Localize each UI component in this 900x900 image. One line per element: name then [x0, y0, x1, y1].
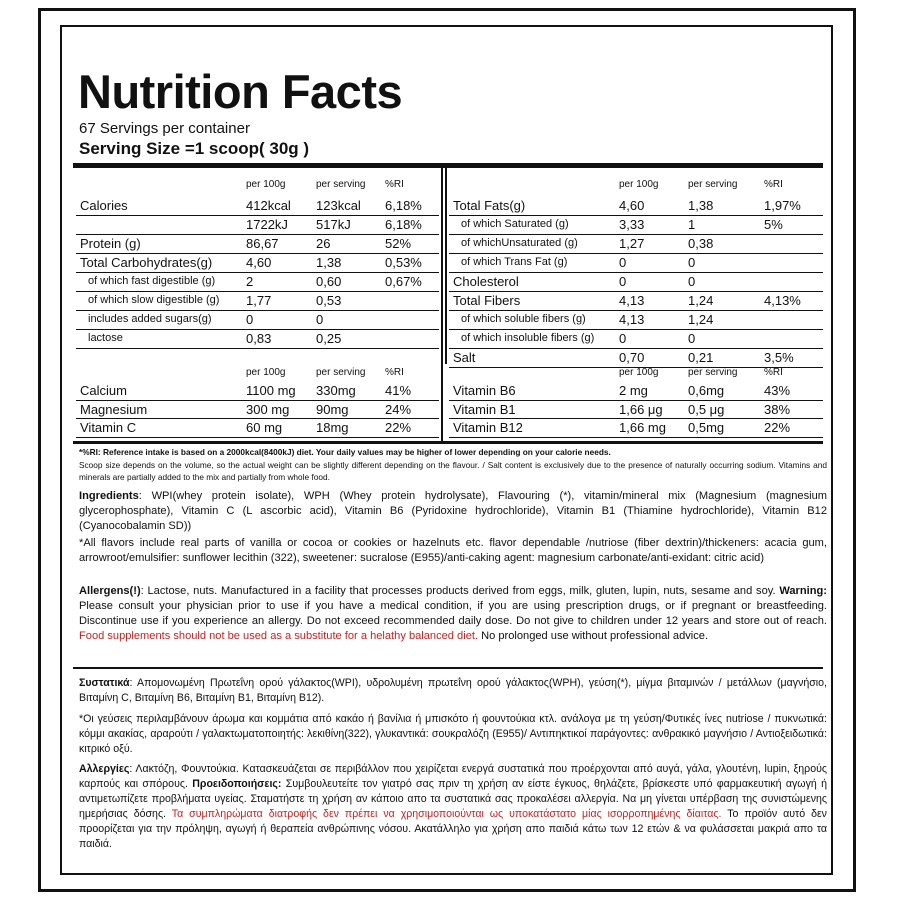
mineral-left-header-2: per serving	[316, 367, 366, 378]
macro-right-row-label: of which insoluble fibers (g)	[461, 332, 595, 344]
macro-left-row-label: Calories	[80, 198, 128, 213]
mineral-right-header-1: per 100g	[619, 367, 659, 378]
mineral-column-divider	[441, 364, 443, 441]
mineral-left-row-ri: 22%	[385, 420, 412, 435]
macro-right-row-ri: 1,97%	[764, 198, 801, 213]
macro-left-row-ri: 0,53%	[385, 255, 422, 270]
mineral-left-row-per-serving: 330mg	[316, 383, 356, 398]
macro-right-row-separator	[449, 310, 823, 311]
macro-right-row-label: of which Trans Fat (g)	[461, 256, 568, 268]
macro-right-row-per100: 4,13	[619, 312, 645, 327]
mineral-right-row-label: Vitamin B12	[453, 420, 523, 435]
language-divider-rule	[73, 667, 823, 669]
scoop-footnote: Scoop size depends on the volume, so the actual weight can be slightly different depending on the flavour. / Salt content is exclusively due to the presence of naturally occurring sodium. Vitamins and minerals are partially added to the mix and partially from whole food.	[79, 460, 827, 482]
mineral-left-row-ri: 24%	[385, 401, 412, 417]
macro-column-divider	[441, 168, 443, 364]
mineral-right-row-per-serving: 0,6mg	[688, 383, 725, 398]
macro-left-row-per100: 2	[246, 274, 254, 289]
macro-right-row-label: of whichUnsaturated (g)	[461, 237, 578, 249]
macro-left-row-separator	[76, 272, 439, 273]
mineral-right-row-per100: 1,66 μg	[619, 401, 663, 417]
mineral-left-row-label: Vitamin C	[80, 420, 137, 435]
mineral-left-row-per-serving: 18mg	[316, 420, 349, 435]
macro-right-row-label: Total Fats(g)	[453, 198, 526, 213]
macro-left-row-ri: 6,18%	[385, 198, 422, 213]
serving-size: Serving Size =1 scoop( 30g )	[79, 139, 310, 158]
mineral-right-row-ri: 43%	[764, 383, 791, 398]
macro-right-row-separator	[449, 329, 823, 330]
macro-right-row-per-serving: 0,38	[688, 236, 714, 251]
macro-right-row-separator	[449, 348, 823, 349]
macro-left-row-label: includes added sugars(g)	[88, 313, 212, 325]
macro-left-row-per100: 412kcal	[246, 198, 291, 213]
macro-left-header-1: per 100g	[246, 179, 286, 190]
mineral-left-row-ri: 41%	[385, 383, 412, 398]
nutrition-facts-title: Nutrition Facts	[78, 65, 403, 118]
macro-left-row-per-serving: 517kJ	[316, 217, 351, 232]
header-rule	[73, 163, 823, 168]
macro-right-row-label: Salt	[453, 350, 476, 365]
mineral-right-row-per100: 2 mg	[619, 383, 648, 398]
mineral-right-row-per-serving: 0,5 μg	[688, 401, 725, 417]
mineral-left-row-separator	[76, 400, 439, 401]
macro-left-row-per100: 4,60	[246, 255, 272, 270]
macro-right-row-label: of which Saturated (g)	[461, 218, 569, 230]
macro-left-row-ri: 52%	[385, 236, 412, 251]
macro-right-row-ri: 4,13%	[764, 293, 801, 308]
macro-right-row-per-serving: 1,24	[688, 312, 714, 327]
macro-right-row-ri: 5%	[764, 217, 783, 232]
mineral-left-row-label: Magnesium	[80, 401, 148, 417]
macro-right-row-per100: 3,33	[619, 217, 645, 232]
mineral-left-row-per-serving: 90mg	[316, 401, 349, 417]
mineral-left-header-3: %RI	[385, 367, 404, 378]
macro-left-row-separator	[76, 310, 439, 311]
mineral-right-row-separator	[449, 437, 823, 438]
mineral-left-row-per100: 300 mg	[246, 401, 290, 417]
macro-left-row-separator	[76, 234, 439, 235]
allergens-warning-gr: Αλλεργίες: Λακτόζη, Φουντούκια. Κατασκευάζεται σε περιβάλλον που χειρίζεται ενεργά συστατικά που προέρχονται από αυγά, γάλα, γλουτένη, lupin, ξηρούς καρπούς και σπόρους. Προειδοποιήσεις: Συμβουλευτείτε τον γιατρό σας πριν τη χρήση αν είστε έγκυος, θηλάζετε, βρίσκεστε υπό φαρμακευτική αγωγή ή αντιμετωπίζετε προβλήματα υγείας. Σταματήστε τη χρήση αν κάποιο απο τα συστατικά σας προκαλέσει αλλεργία. Να μη γίνεται υπέρβαση της συνιστώμενης ημερήσιας δόσης. Τα συμπληρώματα διατροφής δεν πρέπει να χρησιμοποιούνται ως υποκατάστατο μίας ισορροπημένης δίαιτας. Το προϊόν αυτό δεν προορίζεται για την πρόληψη, αγωγή ή θεραπεία ανθρώπινης νόσου. Ακατάλληλο για χρήση απο παιδιά κάτω των 12 ετών & να φυλάσσεται μακριά απο τα παιδιά.	[79, 763, 827, 850]
mineral-right-row-label: Vitamin B1	[453, 401, 516, 417]
macro-left-row-per-serving: 123kcal	[316, 198, 361, 213]
mineral-right-header-3: %RI	[764, 367, 783, 378]
macro-left-row-per100: 1722kJ	[246, 217, 288, 232]
macro-right-row-per-serving: 0	[688, 274, 696, 289]
mineral-right-row-per-serving: 0,5mg	[688, 420, 725, 435]
mineral-left-row-separator	[76, 437, 439, 438]
mineral-left-row-label: Calcium	[80, 383, 127, 398]
macro-left-row-per100: 0	[246, 312, 254, 327]
macro-right-row-label: of which soluble fibers (g)	[461, 313, 586, 325]
macro-left-row-separator	[76, 348, 439, 349]
mineral-left-row-separator	[76, 418, 439, 419]
macro-left-header-3: %RI	[385, 179, 404, 190]
mineral-left-header-1: per 100g	[246, 367, 286, 378]
macro-column-divider-2	[445, 168, 447, 364]
mineral-right-row-per100: 1,66 mg	[619, 420, 666, 435]
macro-left-row-label: lactose	[88, 332, 123, 344]
macro-left-row-ri: 6,18%	[385, 217, 422, 232]
macro-right-row-separator	[449, 291, 823, 292]
macro-left-row-label: of which fast digestible (g)	[88, 275, 216, 287]
macro-right-row-per-serving: 1	[688, 217, 696, 232]
macro-right-row-separator	[449, 215, 823, 216]
macro-right-row-per100: 4,13	[619, 293, 645, 308]
macro-right-header-1: per 100g	[619, 179, 659, 190]
mineral-left-row-per100: 1100 mg	[246, 383, 296, 398]
macro-left-row-separator	[76, 329, 439, 330]
allergens-warning-en: Allergens(!): Lactose, nuts. Manufactured in a facility that processes products derived from eggs, milk, gluten, lupin, nuts, sesame and soy. Warning: Please consult your physician prior to use if you have a medical condition, if you are using prescription drugs, or if pregnant or breastfeeding. Discontinue use if you experience an allergy. Do not exceed recommended daily dose. Do not give to children under 12 years and store out of reach. Food supplements should not be used as a substitute for a helathy balanced diet. No prolonged use without professional advice.	[79, 585, 827, 642]
macro-right-row-per100: 1,27	[619, 236, 645, 251]
macro-right-row-per-serving: 1,38	[688, 198, 714, 213]
macro-left-row-separator	[76, 253, 439, 254]
macro-left-row-separator	[76, 291, 439, 292]
mineral-right-row-separator	[449, 418, 823, 419]
servings-per-container: 67 Servings per container	[79, 120, 250, 137]
macro-left-row-per100: 1,77	[246, 293, 272, 308]
mineral-right-row-separator	[449, 400, 823, 401]
macro-right-row-per-serving: 0	[688, 255, 696, 270]
ingredients-en: Ingredients: WPI(whey protein isolate), WPH (Whey protein hydrolysate), Flavouring (*), vitamin/mineral mix (Magnesium (magnesium glycerophosphate), Vitamin C (L ascorbic acid), Vitamin B6 (Pyridoxine hydrochloride), Vitamin B1 (Thiamine hydrochloride), Vitamin B12 (Cyanocobalamin SD))	[79, 490, 827, 532]
macro-left-row-per100: 0,83	[246, 331, 272, 346]
flavors-gr: *Οι γεύσεις περιλαμβάνουν άρωμα και κομμάτια από κακάο ή βανίλια ή μπισκότο ή φουντούκια κτλ. ανάλογα με τη γεύση/Φυτικές ίνες nutriose / πυκνωτικά: κόμμι ακακίας, αραρούτι / γαλακτωματοποιητής: λεκιθίνη(322), γλυκαντικά: σουκραλόζη (E955)/ Αντιπηκτικοί παράγοντες: ανθρακικό μαγνήσιο / Αντιοξειδωτικά: κιτρικό οξύ.	[79, 713, 827, 755]
macro-left-row-per-serving: 1,38	[316, 255, 342, 270]
macro-right-row-per100: 0	[619, 331, 627, 346]
macro-left-row-label: Total Carbohydrates(g)	[80, 255, 213, 270]
macro-right-row-ri: 3,5%	[764, 350, 794, 365]
macro-right-row-separator	[449, 272, 823, 273]
macro-right-row-per-serving: 0,21	[688, 350, 714, 365]
macro-right-header-3: %RI	[764, 179, 783, 190]
mineral-right-row-ri: 38%	[764, 401, 791, 417]
macro-left-row-per-serving: 0,60	[316, 274, 342, 289]
macro-left-row-label: of which slow digestible (g)	[88, 294, 220, 306]
macro-right-row-per-serving: 1,24	[688, 293, 714, 308]
ingredients-gr: Συστατικά: Απομονωμένη Πρωτεΐνη ορού γάλακτος(WPI), υδρολυμένη πρωτεΐνη ορού γάλακτος(WPH), γεύση(*), μίγμα βιταμινών / μετάλλων (μαγνήσιο, Βιταμίνη C, Βιταμίνη B6, Βιταμίνη B1, Βιταμίνη B12).	[79, 677, 827, 704]
table-bottom-rule	[73, 441, 823, 444]
macro-right-row-per100: 0	[619, 274, 627, 289]
macro-left-row-per-serving: 26	[316, 236, 331, 251]
macro-left-row-ri: 0,67%	[385, 274, 422, 289]
macro-left-row-per-serving: 0	[316, 312, 324, 327]
macro-right-row-per-serving: 0	[688, 331, 696, 346]
macro-right-row-separator	[449, 234, 823, 235]
ri-footnote: *%RI: Reference intake is based on a 2000kcal(8400kJ) diet. Your daily values may be higher of lower depending on your calorie needs.	[79, 447, 611, 457]
macro-left-row-separator	[76, 215, 439, 216]
macro-left-header-2: per serving	[316, 179, 366, 190]
macro-right-row-per100: 0,70	[619, 350, 645, 365]
macro-right-row-separator	[449, 253, 823, 254]
mineral-right-row-ri: 22%	[764, 420, 791, 435]
flavors-en: *All flavors include real parts of vanilla or cocoa or cookies or hazelnuts etc. flavor dependable /nutriose (fiber dextrin)/thickeners: acacia gum, arrowroot/emulsifier: sunflower lecithin (322), sweetener: sucralose (E955)/anti-caking agent: magnesium carbonate/anti-exidant: citric acid)	[79, 537, 827, 564]
macro-right-row-label: Total Fibers	[453, 293, 521, 308]
macro-left-row-per-serving: 0,25	[316, 331, 342, 346]
mineral-right-header-2: per serving	[688, 367, 738, 378]
macro-right-row-label: Cholesterol	[453, 274, 519, 289]
mineral-left-row-per100: 60 mg	[246, 420, 283, 435]
macro-left-row-per100: 86,67	[246, 236, 279, 251]
macro-left-row-per-serving: 0,53	[316, 293, 342, 308]
macro-right-header-2: per serving	[688, 179, 738, 190]
mineral-right-row-label: Vitamin B6	[453, 383, 516, 398]
macro-right-row-per100: 4,60	[619, 198, 645, 213]
macro-right-row-per100: 0	[619, 255, 627, 270]
macro-left-row-label: Protein (g)	[80, 236, 141, 251]
